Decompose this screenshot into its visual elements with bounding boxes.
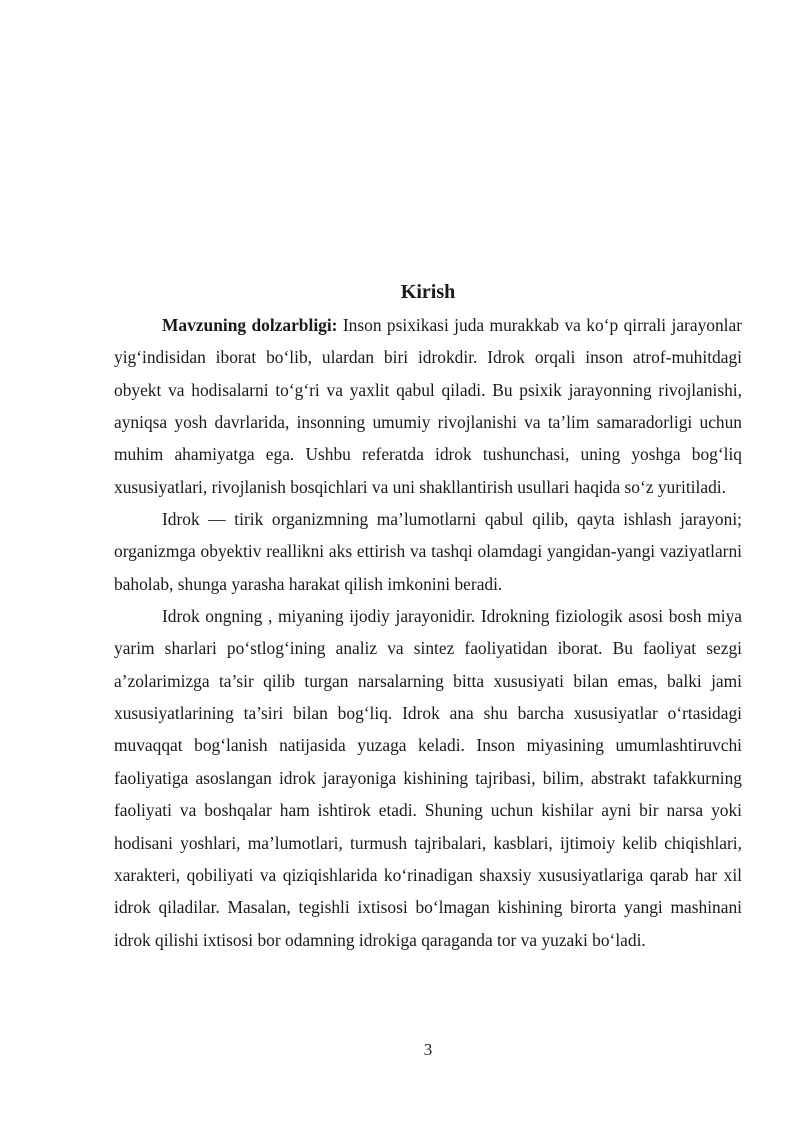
- page-title: Kirish: [400, 281, 456, 303]
- page-number: 3: [423, 1040, 433, 1059]
- paragraph-text: Inson psixikasi juda murakkab va ko‘p qirrali jarayonlar yig‘indisidan iborat bo‘lib, ulardan biri idrokdir. Idrok orqali inson atrof-muhitdagi obyekt va hodisalarni to‘g‘ri va yaxlit qabul qiladi. Bu psixik jarayonning rivojlanishi, ayniqsa yosh davrlarida, insonning umumiy rivojlanishi va ta’lim samaradorligi uchun muhim ahamiyatga ega. Ushbu referatda idrok tushunchasi, uning yoshga bog‘liq xususiyatlari, rivojlanish bosqichlari va uni shakllantirish usullari haqida so‘z yuritiladi.: [114, 315, 742, 497]
- paragraph-physiology: Idrok ongning , miyaning ijodiy jarayonidir. Idrokning fiziologik asosi bosh miya yarim sharlari po‘stlog‘ining analiz va sintez faoliyatidan iborat. Bu faoliyat sezgi a’zolarimizga ta’sir qilib turgan narsalarning bitta xususiyati bilan emas, balki jami xususiyatlarining ta’siri bilan bog‘liq. Idrok ana shu barcha xususiyatlar o‘rtasidagi muvaqqat bog‘lanish natijasida yuzaga keladi. Inson miyasining umumlashtiruvchi faoliyatiga asoslangan idrok jarayoniga kishining tajribasi, bilim, abstrakt tafakkurning faoliyati va boshqalar ham ishtirok etadi. Shuning uchun kishilar ayni bir narsa yoki hodisani yoshlari, ma’lumotlari, turmush tajribalari, kasblari, ijtimoiy kelib chiqishlari, xarakteri, qobiliyati va qiziqishlarida ko‘rinadigan shaxsiy xususiyatlariga qarab har xil idrok qiladilar. Masalan, tegishli ixtisosi bo‘lmagan kishining birorta yangi mashinani idrok qilishi ixtisosi bor odamning idrokiga qaraganda tor va yuzaki bo‘ladi.: [114, 606, 742, 950]
- paragraph-relevance: [114, 309, 742, 503]
- paragraph-definition: Idrok — tirik organizmning ma’lumotlarni qabul qilib, qayta ishlash jarayoni; organizmga obyektiv reallikni aks ettirish va tashqi olamdagi yangidan-yangi vaziyatlarni baholab, shunga yarasha harakat qilish imkonini beradi.: [114, 509, 742, 594]
- body-text: [114, 309, 742, 956]
- paragraph-lead: Mavzuning dolzarbligi:: [162, 315, 338, 335]
